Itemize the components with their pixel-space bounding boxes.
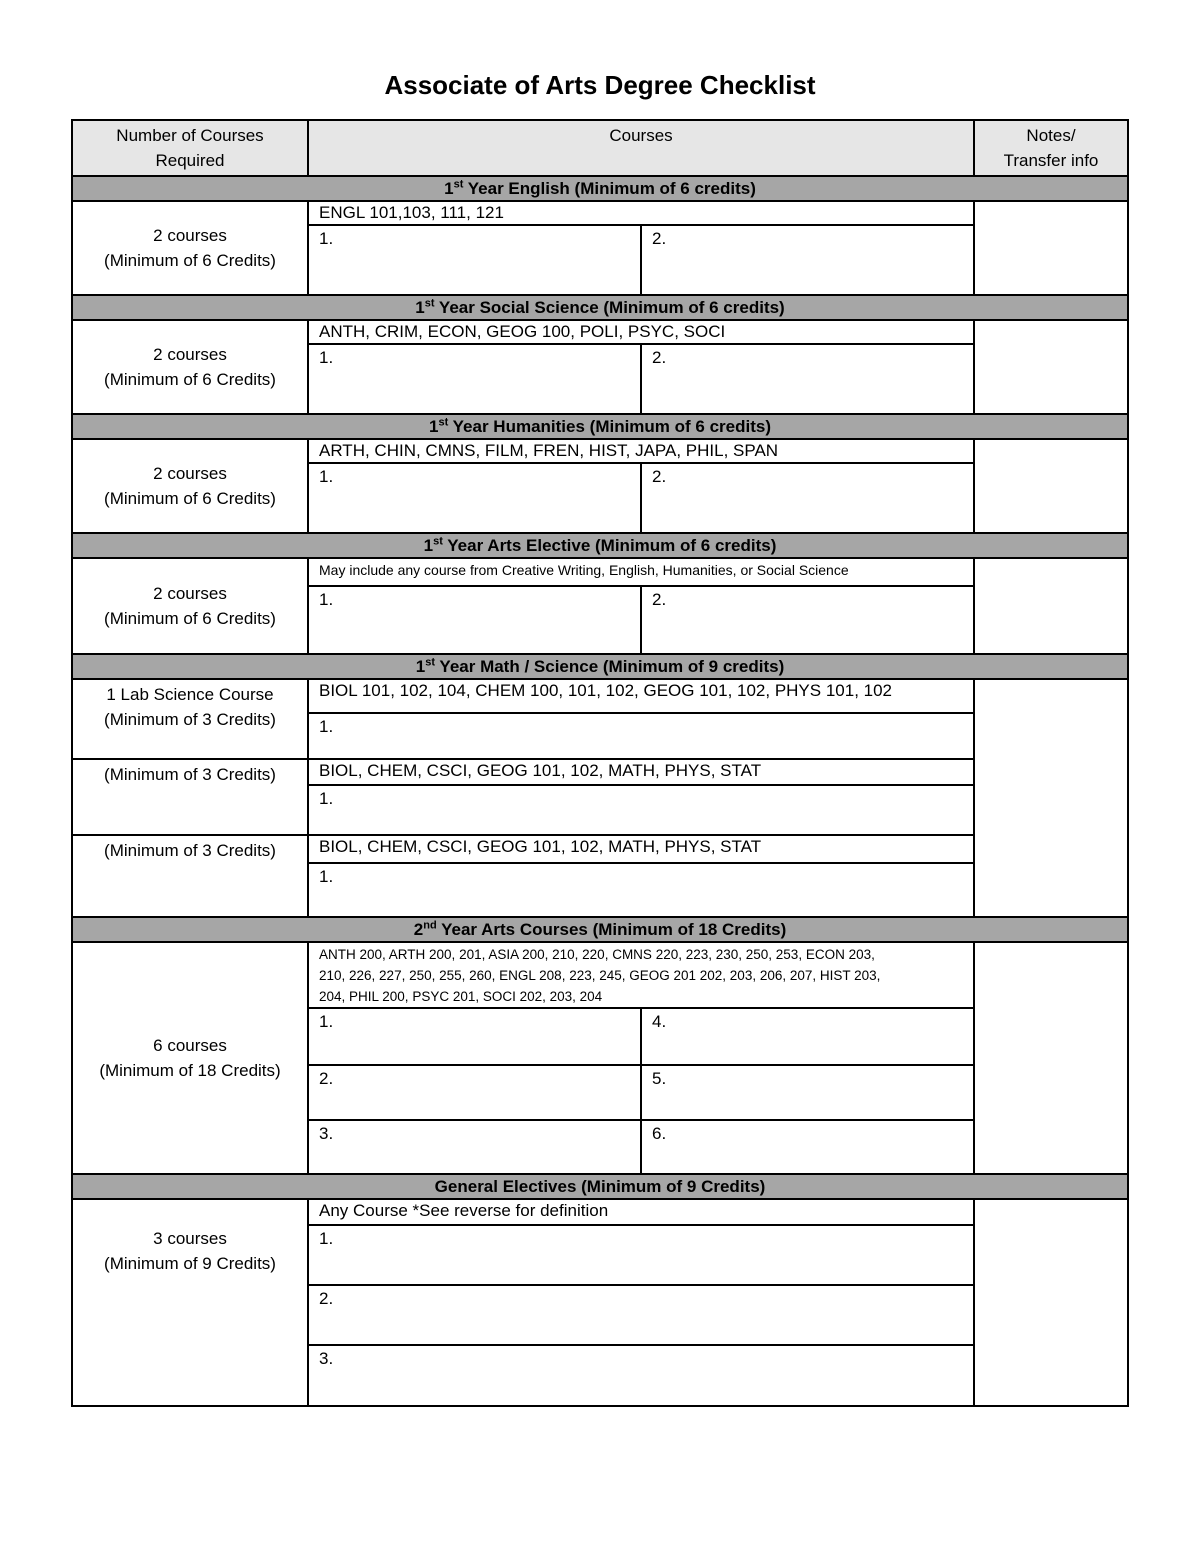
heading-text: Year Humanities (Minimum of 6 credits)	[448, 417, 772, 436]
requirement-credits: (Minimum of 6 Credits)	[104, 489, 276, 508]
requirement-credits: (Minimum of 18 Credits)	[99, 1061, 281, 1080]
math-third-course-slot-1[interactable]: 1.	[308, 863, 974, 917]
requirement-count: 2 courses	[153, 584, 227, 603]
arts-elective-requirement	[72, 558, 308, 654]
section-heading-social-science	[72, 295, 1128, 320]
social-course-slot-2[interactable]: 2.	[641, 344, 974, 414]
heading-text: Year English (Minimum of 6 credits)	[463, 179, 756, 198]
humanities-requirement	[72, 439, 308, 533]
social-list-row	[72, 320, 1128, 344]
requirement-count: 1 Lab Science Course	[106, 685, 274, 704]
course-list-line: 210, 226, 227, 250, 255, 260, ENGL 208, 223, 245, GEOG 201 202, 203, 206, 207, HIST 203,	[319, 968, 881, 983]
math-second-course-list: BIOL, CHEM, CSCI, GEOG 101, 102, MATH, PHYS, STAT	[308, 759, 974, 785]
math-second-requirement: (Minimum of 3 Credits)	[72, 759, 308, 835]
second-year-requirement	[72, 942, 308, 1174]
header-text: Required	[155, 151, 225, 170]
math-lab-course-slot-1[interactable]: 1.	[308, 713, 974, 759]
second-year-notes-field[interactable]	[974, 942, 1128, 1174]
english-course-slot-1[interactable]: 1.	[308, 225, 641, 295]
heading-ordinal: 1	[444, 179, 454, 198]
section-heading-cell	[72, 917, 1128, 942]
heading-ordinal: 1	[428, 417, 439, 436]
second-year-course-slot-2[interactable]: 2.	[308, 1065, 641, 1120]
arts-elective-list-row	[72, 558, 1128, 586]
section-heading-second-year-arts	[72, 917, 1128, 942]
course-list-line: 204, PHIL 200, PSYC 201, SOCI 202, 203, 204	[319, 989, 603, 1004]
math-second-course-slot-1[interactable]: 1.	[308, 785, 974, 835]
english-course-list: ENGL 101,103, 111, 121	[308, 201, 974, 225]
heading-text: Year Arts Courses (Minimum of 18 Credits)	[436, 920, 787, 939]
heading-ordinal: 1	[415, 657, 426, 676]
heading-ordinal-suffix: st	[424, 297, 435, 310]
page-title: Associate of Arts Degree Checklist	[384, 70, 816, 100]
english-course-slot-2[interactable]: 2.	[641, 225, 974, 295]
general-course-list: Any Course *See reverse for definition	[308, 1199, 974, 1225]
section-heading-english	[72, 176, 1128, 201]
social-notes-field[interactable]	[974, 320, 1128, 414]
general-notes-field[interactable]	[974, 1199, 1128, 1406]
second-year-course-slot-6[interactable]: 6.	[641, 1120, 974, 1174]
arts-elective-notes-field[interactable]	[974, 558, 1128, 654]
general-list-row	[72, 1199, 1128, 1225]
requirement-credits: (Minimum of 3 Credits)	[104, 710, 276, 729]
heading-text: Year Arts Elective (Minimum of 6 credits)	[442, 536, 777, 555]
section-heading-cell: General Electives (Minimum of 9 Credits)	[72, 1174, 1128, 1199]
requirement-count: 2 courses	[153, 464, 227, 483]
general-course-slot-1[interactable]: 1.	[308, 1225, 974, 1285]
heading-text: Year Social Science (Minimum of 6 credits)	[434, 298, 785, 317]
arts-elective-course-slot-1[interactable]: 1.	[308, 586, 641, 654]
section-heading-cell	[72, 654, 1128, 679]
second-year-course-list	[308, 942, 974, 1008]
heading-ordinal-suffix: nd	[423, 919, 437, 932]
general-requirement	[72, 1199, 308, 1406]
second-year-course-slot-3[interactable]: 3.	[308, 1120, 641, 1174]
math-third-requirement: (Minimum of 3 Credits)	[72, 835, 308, 917]
course-list-line: ANTH 200, ARTH 200, 201, ASIA 200, 210, 220, CMNS 220, 223, 230, 250, 253, ECON 203,	[319, 947, 875, 962]
table-header-row	[72, 120, 1128, 176]
social-requirement	[72, 320, 308, 414]
header-number-of-courses	[72, 120, 308, 176]
requirement-credits: (Minimum of 9 Credits)	[104, 1254, 276, 1273]
header-text: Number of Courses	[116, 126, 264, 145]
humanities-course-list: ARTH, CHIN, CMNS, FILM, FREN, HIST, JAPA, PHIL, SPAN	[308, 439, 974, 463]
humanities-course-slot-2[interactable]: 2.	[641, 463, 974, 533]
social-course-list: ANTH, CRIM, ECON, GEOG 100, POLI, PSYC, SOCI	[308, 320, 974, 344]
english-requirement	[72, 201, 308, 295]
section-heading-arts-elective	[72, 533, 1128, 558]
humanities-list-row	[72, 439, 1128, 463]
math-lab-course-list: BIOL 101, 102, 104, CHEM 100, 101, 102, GEOG 101, 102, PHYS 101, 102	[308, 679, 974, 713]
english-list-row	[72, 201, 1128, 225]
arts-elective-course-list: May include any course from Creative Writing, English, Humanities, or Social Science	[308, 558, 974, 586]
requirement-count: 3 courses	[153, 1229, 227, 1248]
arts-elective-course-slot-2[interactable]: 2.	[641, 586, 974, 654]
general-course-slot-3[interactable]: 3.	[308, 1345, 974, 1406]
social-course-slot-1[interactable]: 1.	[308, 344, 641, 414]
second-year-list-row	[72, 942, 1128, 1008]
requirement-count: 2 courses	[153, 345, 227, 364]
section-heading-cell	[72, 295, 1128, 320]
header-text: Notes/	[1026, 126, 1076, 145]
humanities-course-slot-1[interactable]: 1.	[308, 463, 641, 533]
requirement-count: 6 courses	[153, 1036, 227, 1055]
heading-ordinal: 1	[423, 536, 434, 555]
heading-ordinal-suffix: st	[438, 416, 449, 429]
section-heading-humanities	[72, 414, 1128, 439]
section-heading-cell	[72, 533, 1128, 558]
english-notes-field[interactable]	[974, 201, 1128, 295]
section-heading-cell	[72, 414, 1128, 439]
section-heading-cell	[72, 176, 1128, 201]
header-text: Transfer info	[1003, 151, 1099, 170]
math-lab-list-row	[72, 679, 1128, 713]
heading-ordinal-suffix: st	[433, 535, 443, 548]
math-third-course-list: BIOL, CHEM, CSCI, GEOG 101, 102, MATH, PHYS, STAT	[308, 835, 974, 863]
requirement-count: 2 courses	[153, 226, 227, 245]
general-course-slot-2[interactable]: 2.	[308, 1285, 974, 1345]
section-heading-math-science	[72, 654, 1128, 679]
heading-ordinal-suffix: st	[453, 178, 464, 191]
requirement-credits: (Minimum of 6 Credits)	[104, 370, 276, 389]
heading-ordinal: 1	[415, 298, 425, 317]
math-second-list-row	[72, 759, 1128, 785]
section-heading-general-electives	[72, 1174, 1128, 1199]
second-year-course-slot-4[interactable]: 4.	[641, 1008, 974, 1065]
heading-text: Year Math / Science (Minimum of 9 credits)	[435, 657, 785, 676]
humanities-notes-field[interactable]	[974, 439, 1128, 533]
math-science-notes-field[interactable]	[974, 679, 1128, 917]
second-year-course-slot-5[interactable]: 5.	[641, 1065, 974, 1120]
math-third-list-row	[72, 835, 1128, 863]
math-lab-requirement	[72, 679, 308, 759]
requirement-credits: (Minimum of 6 Credits)	[104, 609, 276, 628]
second-year-course-slot-1[interactable]: 1.	[308, 1008, 641, 1065]
heading-ordinal-suffix: st	[425, 656, 435, 669]
requirement-credits: (Minimum of 6 Credits)	[104, 251, 276, 270]
checklist-table	[71, 119, 1129, 1407]
heading-ordinal: 2	[413, 920, 424, 939]
header-notes	[974, 120, 1128, 176]
header-courses: Courses	[308, 120, 974, 176]
